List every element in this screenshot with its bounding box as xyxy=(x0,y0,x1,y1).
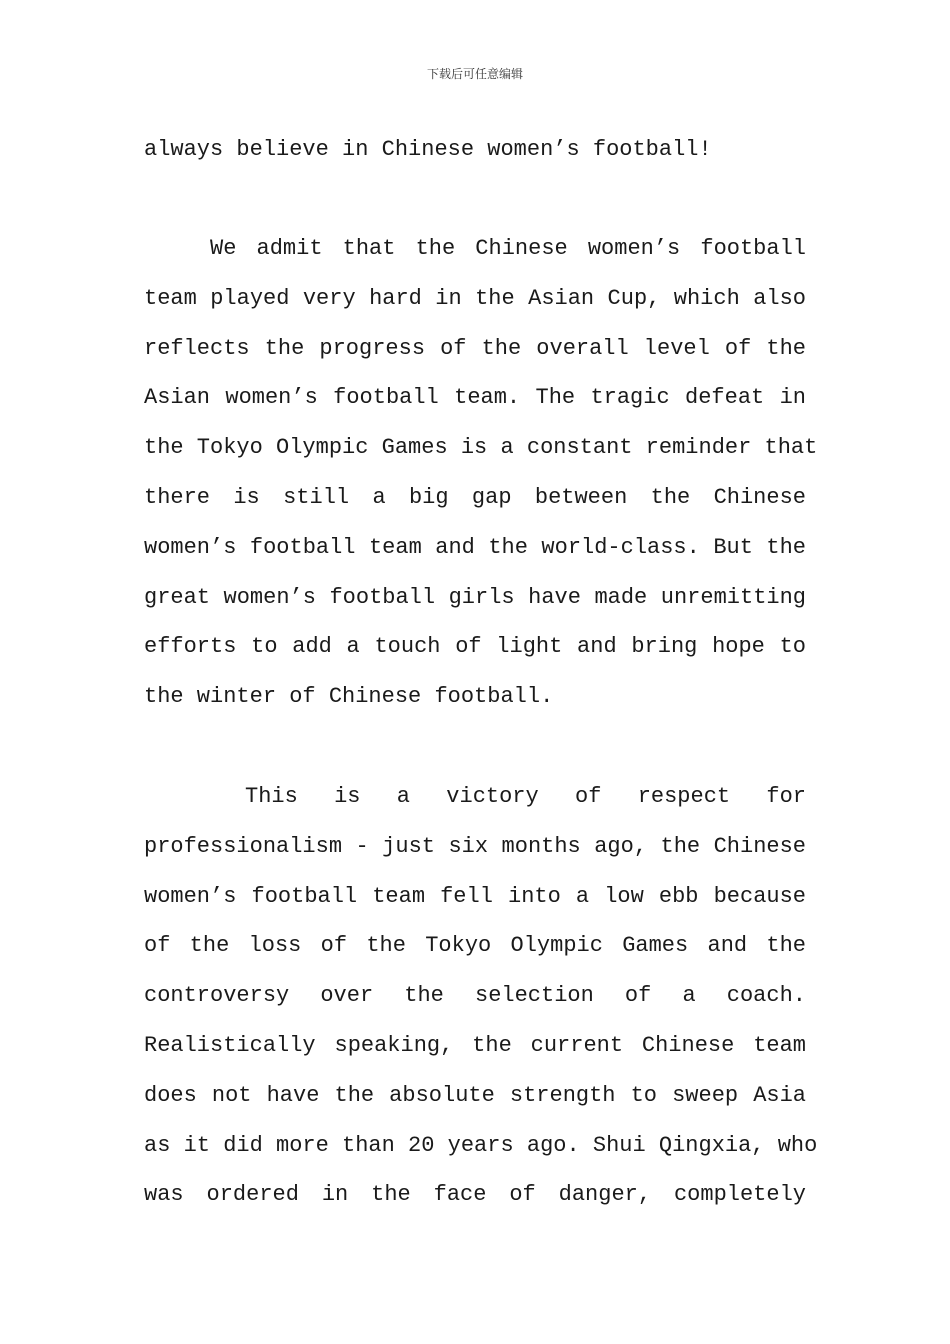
text-line: women’s football team fell into a low ebb because xyxy=(144,883,806,909)
text-line: the winter of Chinese football. xyxy=(144,684,554,710)
text-line: reflects the progress of the overall level of the xyxy=(144,335,806,361)
text-line: controversy over the selection of a coach. xyxy=(144,983,806,1009)
text-line: team played very hard in the Asian Cup, which also xyxy=(144,285,806,311)
text-line: This is a victory of respect for xyxy=(245,784,806,809)
text-line: Realistically speaking, the current Chinese team xyxy=(144,1032,806,1058)
text-line: was ordered in the face of danger, completely xyxy=(144,1182,806,1208)
text-line: the Tokyo Olympic Games is a constant reminder that xyxy=(144,435,818,461)
page-header: 下载后可任意编辑 xyxy=(426,67,523,81)
text-line: great women’s football girls have made unremitting xyxy=(144,584,806,610)
text-line: there is still a big gap between the Chinese xyxy=(144,484,806,510)
text-line: does not have the absolute strength to sweep Asia xyxy=(144,1082,806,1108)
paragraph-1 xyxy=(144,125,806,175)
text-line: as it did more than 20 years ago. Shui Qingxia, who xyxy=(144,1132,818,1158)
text-line: always believe in Chinese women’s football! xyxy=(144,137,712,162)
text-line: Asian women’s football team. The tragic defeat in xyxy=(144,385,806,411)
text-line: women’s football team and the world-class. But the xyxy=(144,534,806,560)
text-line: We admit that the Chinese women’s football xyxy=(210,236,806,261)
text-line: of the loss of the Tokyo Olympic Games and the xyxy=(144,933,806,959)
text-line: efforts to add a touch of light and bring hope to xyxy=(144,634,806,660)
text-line: professionalism - just six months ago, the Chinese xyxy=(144,833,806,859)
paragraph-3 xyxy=(144,772,818,1220)
paragraph-2 xyxy=(144,224,818,722)
